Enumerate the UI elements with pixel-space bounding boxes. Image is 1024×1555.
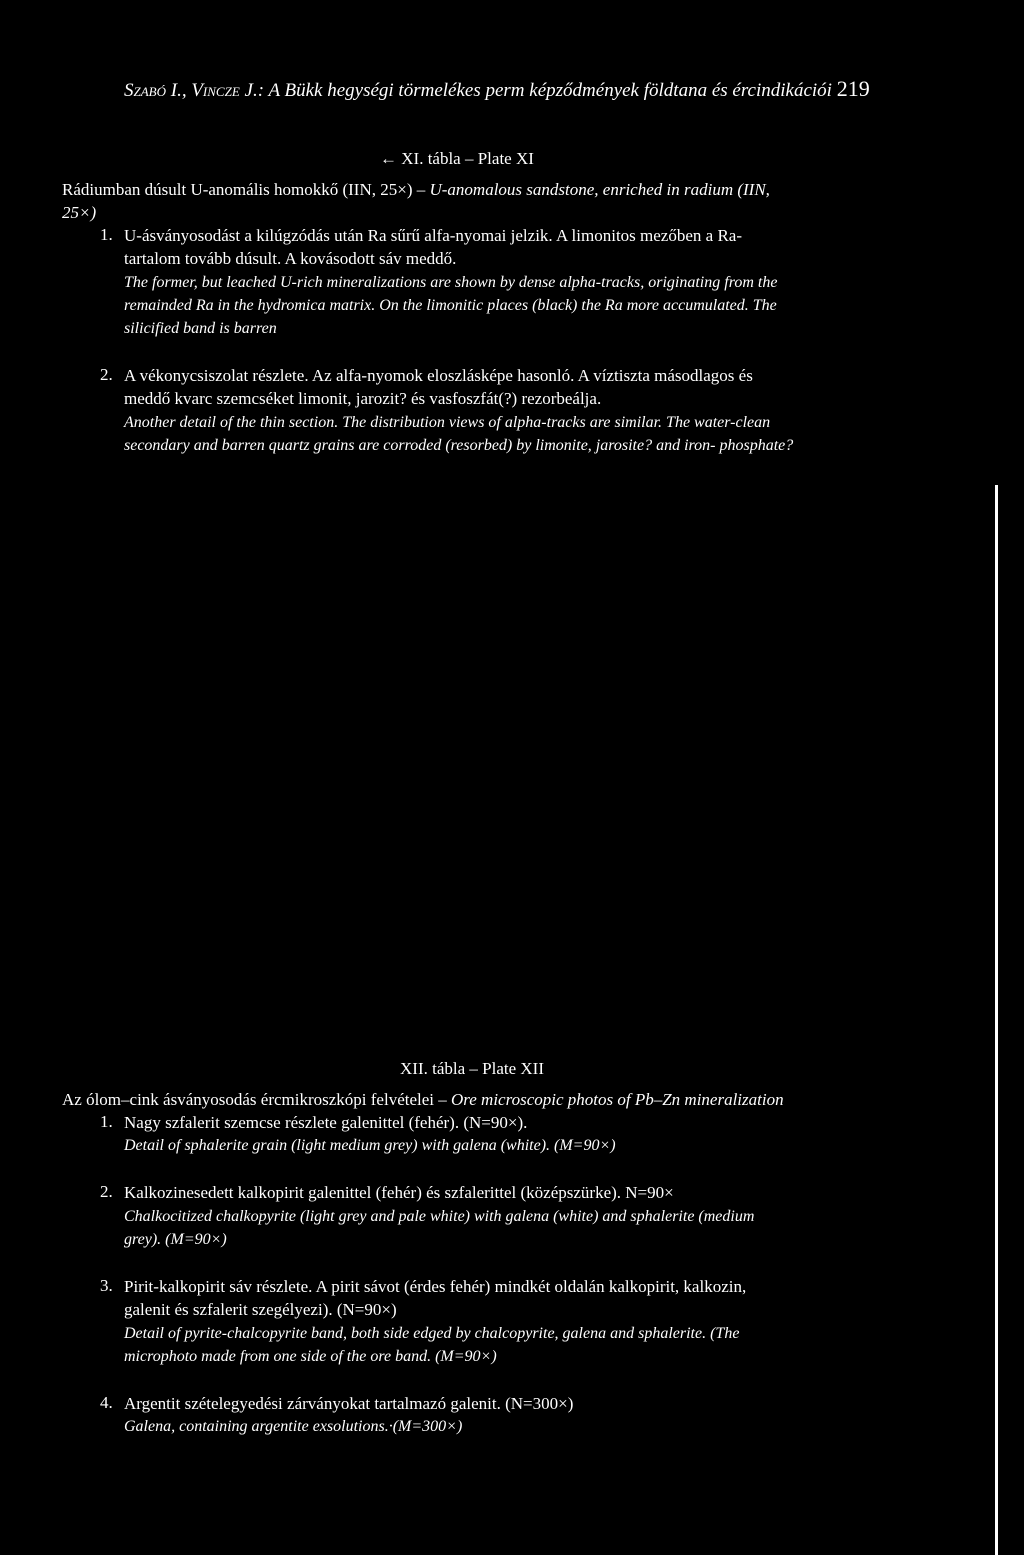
authors: Szabó I., Vincze J.:	[124, 80, 265, 101]
plate-xi-subtitle-en-line2: 25×)	[62, 203, 97, 222]
plate-xi-item-1-hu-line1: U-ásványosodást a kilúgzódás után Ra sűrű alfa-nyomai jelzik. A limonitos mezőben a Ra-	[124, 226, 742, 245]
plate-xii-subtitle-en: Ore microscopic photos of Pb–Zn mineralization	[451, 1090, 784, 1109]
plate-xii-item-2-en-line1: Chalkocitized chalkopyrite (light grey and pale white) with galena (white) and sphalerite (medium	[124, 1208, 755, 1225]
plate-xi-subtitle-hu: Rádiumban dúsult U-anomális homokkő (IIN, 25×) –	[62, 180, 426, 199]
plate-xii-item-3-en-line1: Detail of pyrite-chalcopyrite band, both side edged by chalcopyrite, galena and sphalerite. (The	[124, 1325, 740, 1342]
page-number: 219	[836, 76, 870, 101]
plate-xii-item-3-hu-line1: Pirit-kalkopirit sáv részlete. A pirit sávot (érdes fehér) mindkét oldalán kalkopirit, kalkozin,	[124, 1277, 747, 1296]
plate-xi-item-1-en-line3: silicified band is barren	[124, 320, 277, 337]
plate-xi-item-1-en-line1: The former, but leached U-rich mineralizations are shown by dense alpha-tracks, originating from the	[124, 274, 778, 291]
plate-xii-item-4-en-line1: Galena, containing argentite exsolutions.·(M=300×)	[124, 1418, 463, 1435]
plate-xi-item-2-hu-line1: A vékonycsiszolat részlete. Az alfa-nyomok eloszlásképe hasonló. A víztiszta másodlagos és	[124, 366, 753, 385]
plate-xii-item-4-hu-line1: Argentit szételegyedési zárványokat tartalmazó galenit. (N=300×)	[124, 1394, 574, 1413]
journal-title: A Bükk hegységi törmelékes perm képződmények földtana és ércindikációi	[268, 80, 832, 101]
plate-xi-subtitle-en: U-anomalous sandstone, enriched in radium (IIN,	[429, 180, 770, 199]
plate-xi-item-2-number: 2.	[100, 365, 113, 384]
plate-xi-heading	[380, 147, 534, 170]
plate-xii-subtitle-hu: Az ólom–cink ásványosodás ércmikroszkópi felvételei –	[62, 1090, 447, 1109]
plate-xi-item-2-hu-line2: meddő kvarc szemcséket limonit, jarozit? és vasfoszfát(?) rezorbeálja.	[124, 389, 602, 408]
plate-xii-item-3-hu-line2: galenit és szfalerit szegélyezi). (N=90×)	[124, 1300, 397, 1319]
arrow-left-icon: ←	[380, 149, 397, 168]
plate-xii-item-1-hu-line1: Nagy szfalerit szemcse részlete galenittel (fehér). (N=90×).	[124, 1113, 528, 1132]
plate-xii-item-2-number: 2.	[100, 1182, 113, 1201]
plate-xi-subtitle	[62, 178, 770, 201]
page-edge-rule	[995, 485, 998, 1555]
plate-xi-item-1-en-line2: remainded Ra in the hydromica matrix. On the limonitic places (black) the Ra more accumulated. The	[124, 297, 777, 314]
running-header	[124, 76, 884, 102]
plate-xii-item-2-en-line2: grey). (M=90×)	[124, 1231, 227, 1248]
plate-xii-subtitle	[62, 1088, 784, 1111]
plate-xii-item-3-en-line2: microphoto made from one side of the ore band. (M=90×)	[124, 1348, 497, 1365]
plate-xi-title: XI. tábla – Plate XI	[401, 149, 534, 168]
plate-xi-item-2-en-line2: secondary and barren quartz grains are corroded (resorbed) by limonite, jarosite? and iron- phosphate?	[124, 437, 794, 454]
plate-xii-item-2-hu-line1: Kalkozinesedett kalkopirit galenittel (fehér) és szfalerittel (középszürke). N=90×	[124, 1183, 674, 1202]
plate-xii-item-1-en-line1: Detail of sphalerite grain (light medium grey) with galena (white). (M=90×)	[124, 1137, 616, 1154]
plate-xi-item-1-number: 1.	[100, 225, 113, 244]
plate-xii-item-1-number: 1.	[100, 1112, 113, 1131]
plate-xii-heading: XII. tábla – Plate XII	[400, 1059, 544, 1078]
plate-xii-item-3-number: 3.	[100, 1276, 113, 1295]
plate-xi-item-1-hu-line2: tartalom tovább dúsult. A kovásodott sáv meddő.	[124, 249, 457, 268]
plate-xi-item-2-en-line1: Another detail of the thin section. The distribution views of alpha-tracks are similar. The water-clean	[124, 414, 771, 431]
plate-xii-item-4-number: 4.	[100, 1393, 113, 1412]
